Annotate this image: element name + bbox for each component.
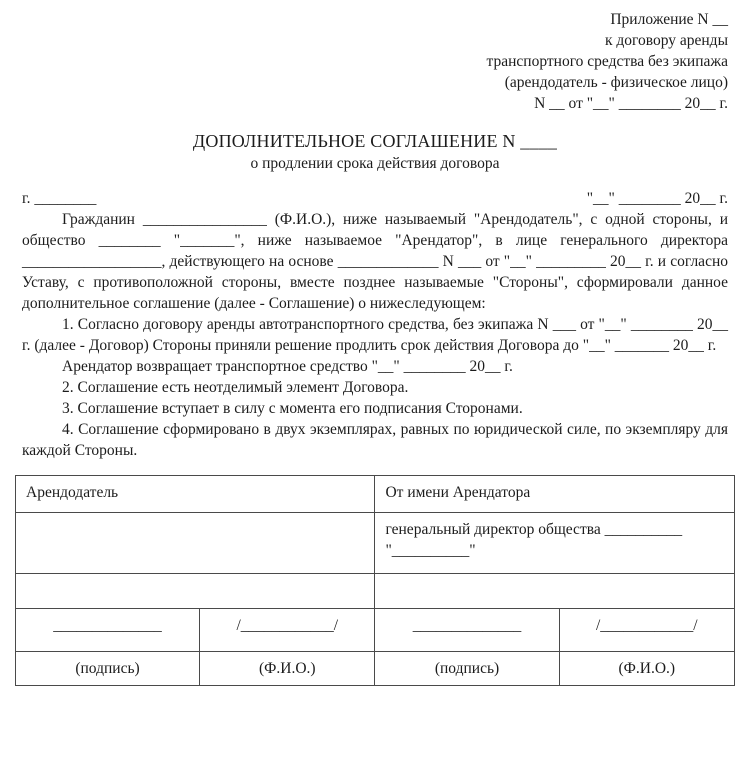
lessee-fio-blank: /____________/ [559, 609, 734, 652]
lessor-fio-blank: /____________/ [200, 609, 375, 652]
table-row-spacer [16, 574, 735, 609]
lessee-fio-label: (Ф.И.О.) [559, 652, 734, 686]
clause-2-paragraph: 2. Соглашение есть неотделимый элемент Договора. [62, 379, 409, 396]
document-subtitle: о продлении срока действия договора [250, 155, 500, 172]
table-row-labels [16, 652, 735, 686]
city-blank: г. ________ [22, 190, 97, 207]
appendix-note-line: Приложение N __ [610, 11, 728, 28]
appendix-note-line: N __ от "__" ________ 20__ г. [534, 95, 728, 112]
dateline [22, 188, 728, 209]
title-block [22, 129, 728, 175]
appendix-note-line: к договору аренды [604, 32, 728, 49]
appendix-note-line: транспортного средства без экипажа [486, 53, 728, 70]
lessor-empty-cell [16, 513, 375, 574]
lessee-signature-label: (подпись) [375, 652, 559, 686]
preamble-paragraph: Гражданин ________________ (Ф.И.О.), ниже называемый "Арендодатель", с одной стороны, и общество ________ "_______", ниже называемое "Арендатор", в лице генерального директора __________________, действующего на основе _____________ N ___ от "__" _________ 20__ г. и согласно Уставу, с противоположной стороны, вместе позднее называемые "Стороны", сформировали данное дополнительное соглашение (далее - Соглашение) о нижеследующем: [22, 211, 728, 312]
signature-table [15, 475, 735, 686]
appendix-note-line: (арендодатель - физическое лицо) [504, 74, 728, 91]
director-cell [375, 513, 735, 574]
table-row-director [16, 513, 735, 574]
clause-return-paragraph: Арендатор возвращает транспортное средство "__" ________ 20__ г. [62, 358, 513, 375]
appendix-note-block [22, 9, 728, 114]
table-row-headers [16, 476, 735, 513]
lessor-header-cell: Арендодатель [16, 476, 375, 513]
lessor-signature-label: (подпись) [16, 652, 200, 686]
document-title: ДОПОЛНИТЕЛЬНОЕ СОГЛАШЕНИЕ N ____ [192, 131, 558, 151]
spacer-cell [16, 574, 375, 609]
lessor-fio-label: (Ф.И.О.) [200, 652, 375, 686]
clause-1-paragraph: 1. Согласно договору аренды автотранспортного средства, без экипажа N ___ от "__" ________ 20__ г. (далее - Договор) Стороны приняли решение продлить срок действия Договора до "__" _______ 20__ г. [22, 316, 728, 354]
clause-4-paragraph: 4. Соглашение сформировано в двух экземплярах, равных по юридической силе, по экземпляру для каждой Стороны. [22, 421, 728, 459]
date-blank: "__" ________ 20__ г. [586, 190, 728, 207]
lessee-header-cell: От имени Арендатора [375, 476, 735, 513]
document-text-area [15, 9, 735, 461]
table-row-signatures [16, 609, 735, 652]
director-line: генеральный директор общества __________ [385, 521, 683, 538]
clause-3-paragraph: 3. Соглашение вступает в силу с момента его подписания Сторонами. [62, 400, 523, 417]
lessor-signature-blank: ______________ [16, 609, 200, 652]
lessee-signature-blank: ______________ [375, 609, 559, 652]
director-company-blank: "__________" [385, 542, 476, 559]
spacer-cell [375, 574, 735, 609]
